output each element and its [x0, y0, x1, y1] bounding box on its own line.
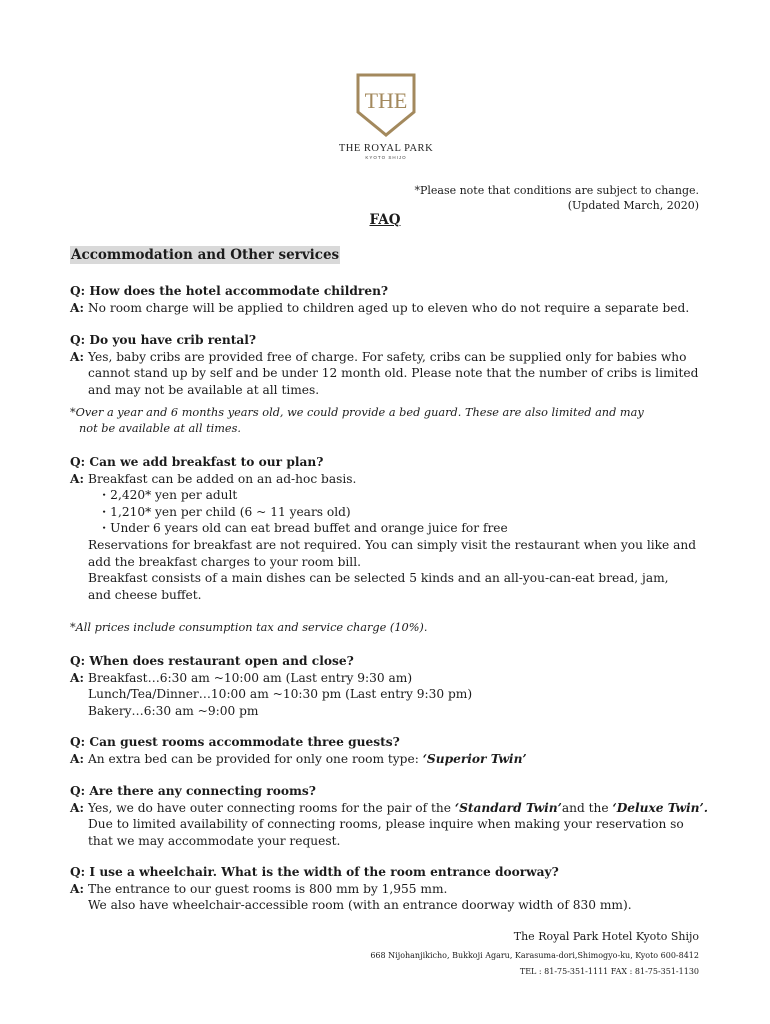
hotel-logo — [331, 72, 441, 160]
bed-guard-note: *Over a year and 6 months years old, we could provide a bed guard. These are also limited and may not be available at all times. — [70, 406, 644, 435]
question: Q: How does the hotel accommodate children? — [70, 284, 389, 298]
room-type: ‘Superior Twin’ — [422, 751, 527, 766]
answer: A: No room charge will be applied to children aged up to eleven who do not require a separate bed. — [70, 300, 690, 315]
question: Q: Do you have crib rental? — [70, 333, 257, 347]
logo-subtitle: KYOTO SHIJO — [365, 155, 407, 160]
price-item: ・1,210* yen per child (6 ~ 11 years old) — [98, 504, 351, 519]
answer: A: The entrance to our guest rooms is 800 mm by 1,955 mm. We also have wheelchair-accessible room (with an entrance doorway width of 830 mm). — [70, 881, 632, 913]
svg-text:THE: THE — [364, 88, 408, 113]
faq-item-breakfast — [70, 454, 710, 603]
page-title: FAQ — [369, 212, 401, 228]
price-item: ・2,420* yen per adult — [98, 488, 238, 503]
faq-item-restaurant-hours — [70, 653, 710, 719]
question: Q: I use a wheelchair. What is the width of the room entrance doorway? — [70, 865, 559, 879]
conditions-note: *Please note that conditions are subject to change. — [414, 184, 699, 197]
footer-address: 668 Nijohanjikicho, Bukkoji Agaru, Karasuma-dori,Shimogyo-ku, Kyoto 600-8412 — [370, 951, 699, 960]
question: Q: Can guest rooms accommodate three guests? — [70, 735, 400, 749]
footer-contact: TEL : 81-75-351-1111 FAX : 81-75-351-1130 — [519, 967, 699, 976]
footer-hotel-name: The Royal Park Hotel Kyoto Shijo — [513, 930, 699, 943]
answer: A: Breakfast…6:30 am ~10:00 am (Last entry 9:30 am) Lunch/Tea/Dinner…10:00 am ~10:30 pm (Last entry 9:30 pm) Bakery…6:30 am ~9:00 pm — [70, 670, 473, 718]
question: Q: Are there any connecting rooms? — [70, 784, 316, 798]
question: Q: Can we add breakfast to our plan? — [70, 455, 324, 469]
answer: A: Yes, we do have outer connecting rooms for the pair of the ‘Standard Twin’and the ‘Deluxe Twin’. Due to limited availability of connecting rooms, please inquire when making your reservation so that we may accommodate your request. — [70, 800, 708, 848]
prices-note: *All prices include consumption tax and service charge (10%). — [70, 621, 428, 634]
question: Q: When does restaurant open and close? — [70, 654, 354, 668]
price-item: ・Under 6 years old can eat bread buffet and orange juice for free — [98, 521, 508, 536]
logo-name: THE ROYAL PARK — [338, 143, 434, 154]
room-type: ‘Deluxe Twin’. — [612, 800, 708, 815]
faq-item-wheelchair — [70, 864, 710, 914]
answer: A: Yes, baby cribs are provided free of charge. For safety, cribs can be supplied only for babies who cannot stand up by self and be under 12 month old. Please note that the number of cribs is limited and may not be available at all times. — [70, 349, 699, 397]
faq-item-crib — [70, 332, 710, 398]
updated-date: (Updated March, 2020) — [567, 199, 699, 212]
faq-item-three-guests — [70, 734, 710, 767]
answer: A: An extra bed can be provided for only one room type: ‘Superior Twin’ — [70, 751, 527, 766]
logo-crest-icon — [355, 72, 417, 138]
update-note — [414, 183, 699, 213]
room-type: ‘Standard Twin’ — [454, 800, 562, 815]
answer: A: Breakfast can be added on an ad-hoc basis. ・2,420* yen per adult ・1,210* yen per child (6 ~ 11 years old) ・Under 6 years old can eat bread buffet and orange juice for free Reservations for breakfast are not required. You can simply visit the restaurant when you like and add the breakfast charges to your room bill. Breakfast consists of a main dishes can be selected 5 kinds and an all-you-can-eat bread, jam, and cheese buffet. — [70, 471, 710, 604]
faq-item-connecting-rooms — [70, 783, 710, 849]
section-heading: Accommodation and Other services — [71, 247, 340, 263]
faq-item-children — [70, 283, 710, 316]
